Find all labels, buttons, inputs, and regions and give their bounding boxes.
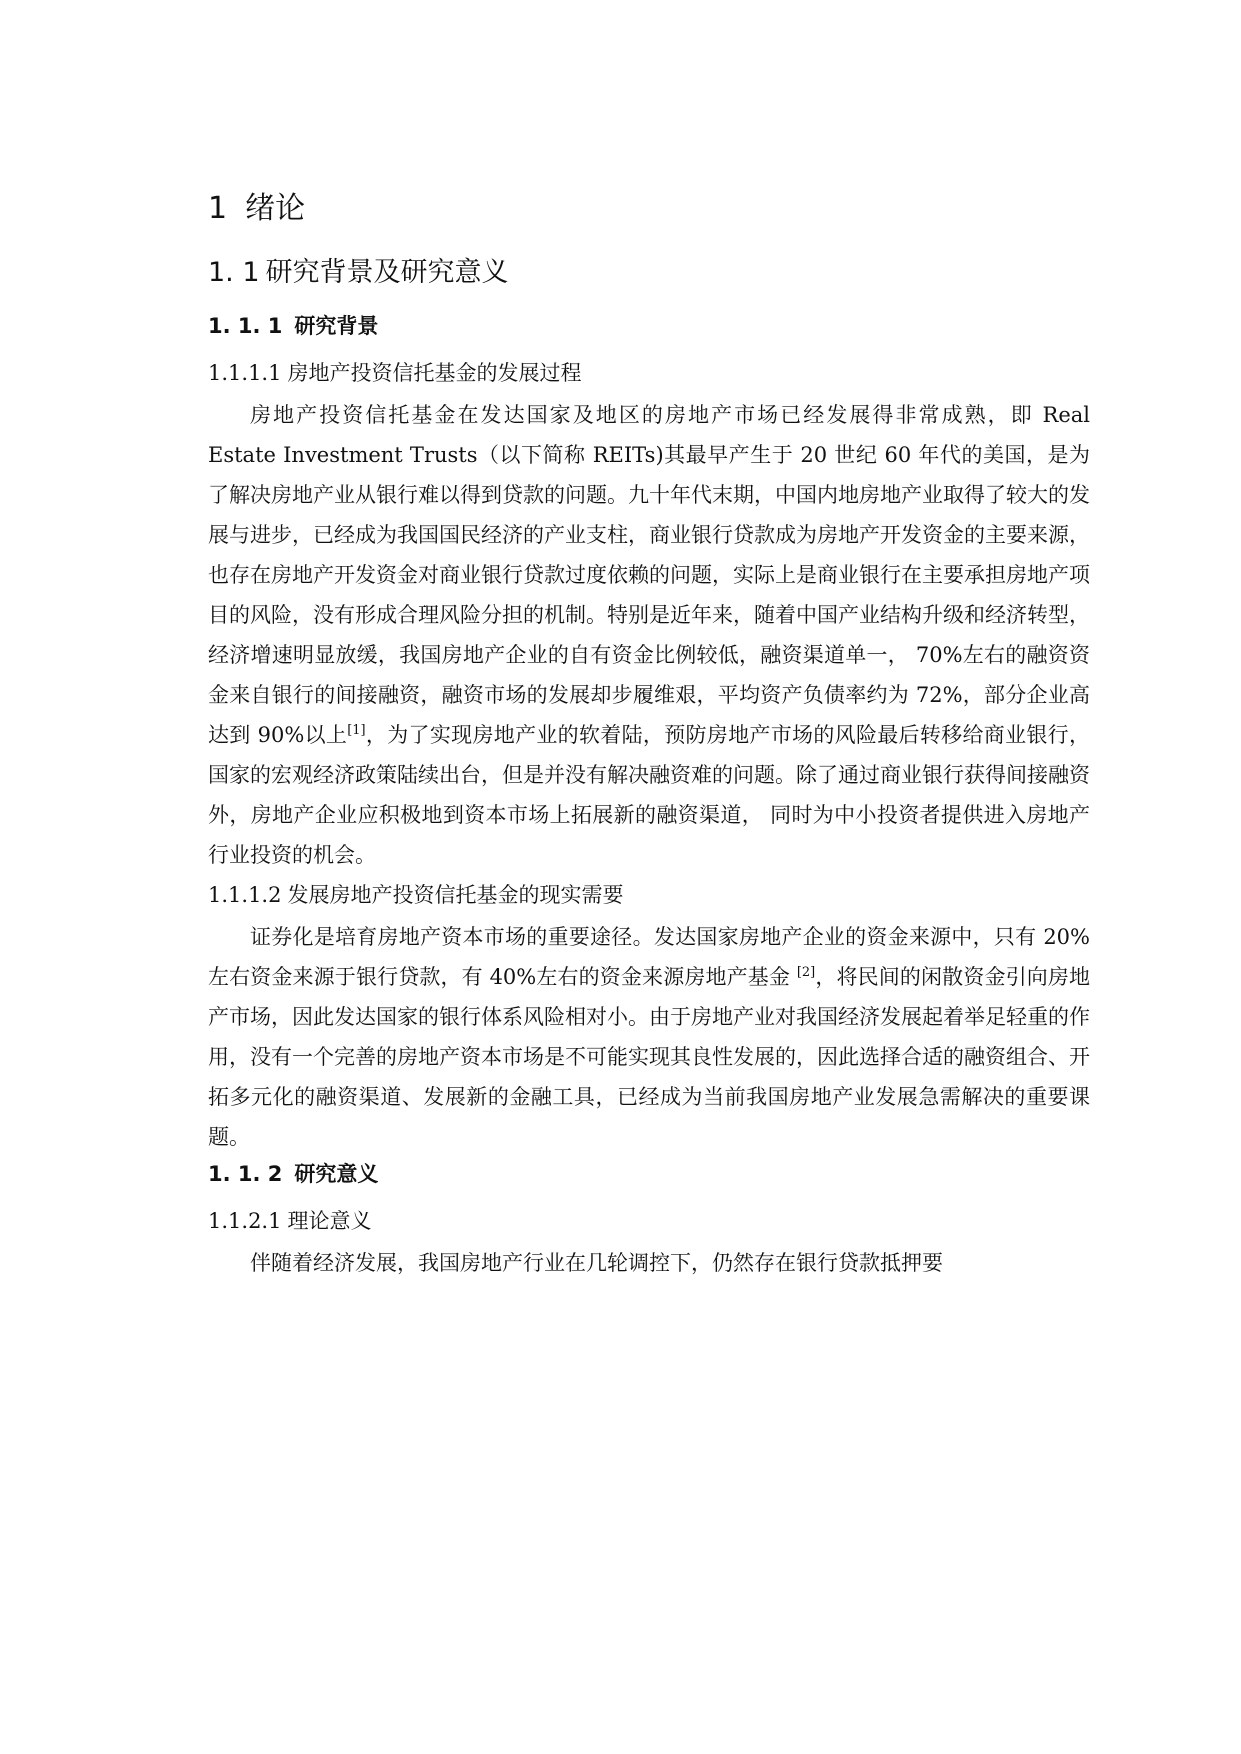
paragraph-text: ，为了实现房地产业的软着陆，预防房地产市场的风险最后转移给商业银行，国家的宏观经济政策陆续出台，但是并没有解决融资难的问题。除了通过商业银行获得间接融资外，房地产企业应积极地到资本市场上拓展新的融资渠道， 同时为中小投资者提供进入房地产行业投资的机会。: [208, 723, 1090, 867]
subsubsection-number: 1.1.2.1: [208, 1209, 282, 1233]
subsection-heading-background: [208, 311, 1090, 341]
subsubsection-heading-needs: [208, 877, 1090, 913]
paragraph-reits-history: [208, 395, 1090, 875]
subsubsection-heading-theory: [208, 1203, 1090, 1239]
subsection-number: 1. 1. 1: [208, 314, 283, 338]
paragraph-text: ，将民间的闲散资金引向房地产市场，因此发达国家的银行体系风险相对小。由于房地产业对我国经济发展起着举足轻重的作用，没有一个完善的房地产资本市场是不可能实现其良性发展的，因此选择合适的融资组合、开拓多元化的融资渠道、发展新的金融工具，已经成为当前我国房地产业发展急需解决的重要课题。: [208, 965, 1090, 1149]
subsubsection-title: 发展房地产投资信托基金的现实需要: [287, 883, 624, 907]
paragraph-text: 伴随着经济发展，我国房地产行业在几轮调控下，仍然存在银行贷款抵押要: [250, 1251, 943, 1275]
paragraph-securitization: [208, 917, 1090, 1157]
citation-marker: [1]: [347, 723, 366, 738]
section-title: 研究背景及研究意义: [265, 257, 509, 288]
subsection-title: 研究背景: [294, 314, 379, 338]
chapter-title: 绪论: [245, 191, 306, 226]
section-heading: [208, 253, 1090, 293]
subsection-number: 1. 1. 2: [208, 1162, 283, 1186]
chapter-heading: [208, 187, 1090, 231]
subsubsection-title: 理论意义: [287, 1209, 372, 1233]
document-body: [208, 187, 1090, 1285]
paragraph-theory: [208, 1243, 1090, 1283]
subsubsection-title: 房地产投资信托基金的发展过程: [287, 361, 582, 385]
section-number: 1. 1: [208, 257, 260, 288]
paragraph-text: 房地产投资信托基金在发达国家及地区的房地产市场已经发展得非常成熟，即 Real Estate Investment Trusts（以下简称 REITs)其最早产生于 20 世纪 60 年代的美国，是为了解决房地产业从银行难以得到贷款的问题。九十年代末期，中国内地房地产业取得了较大的发展与进步，已经成为我国国民经济的产业支柱，商业银行贷款成为房地产开发资金的主要来源，也存在房地产开发资金对商业银行贷款过度依赖的问题，实际上是商业银行在主要承担房地产项目的风险，没有形成合理风险分担的机制。特别是近年来，随着中国产业结构升级和经济转型，经济增速明显放缓，我国房地产企业的自有资金比例较低，融资渠道单一， 70%左右的融资资金来自银行的间接融资，融资市场的发展却步履维艰，平均资产负债率约为 72%，部分企业高达到 90%以上: [208, 403, 1090, 747]
subsubsection-number: 1.1.1.2: [208, 883, 282, 907]
subsection-title: 研究意义: [294, 1162, 379, 1186]
subsubsection-number: 1.1.1.1: [208, 361, 282, 385]
subsubsection-heading-development: [208, 355, 1090, 391]
citation-marker: [2]: [796, 965, 816, 980]
subsection-heading-significance: [208, 1159, 1090, 1189]
paragraph-text: 证券化是培育房地产资本市场的重要途径。发达国家房地产企业的资金来源中，只有 20%左右资金来源于银行贷款，有 40%左右的资金来源房地产基金: [208, 925, 1090, 989]
chapter-number: 1: [208, 191, 228, 226]
